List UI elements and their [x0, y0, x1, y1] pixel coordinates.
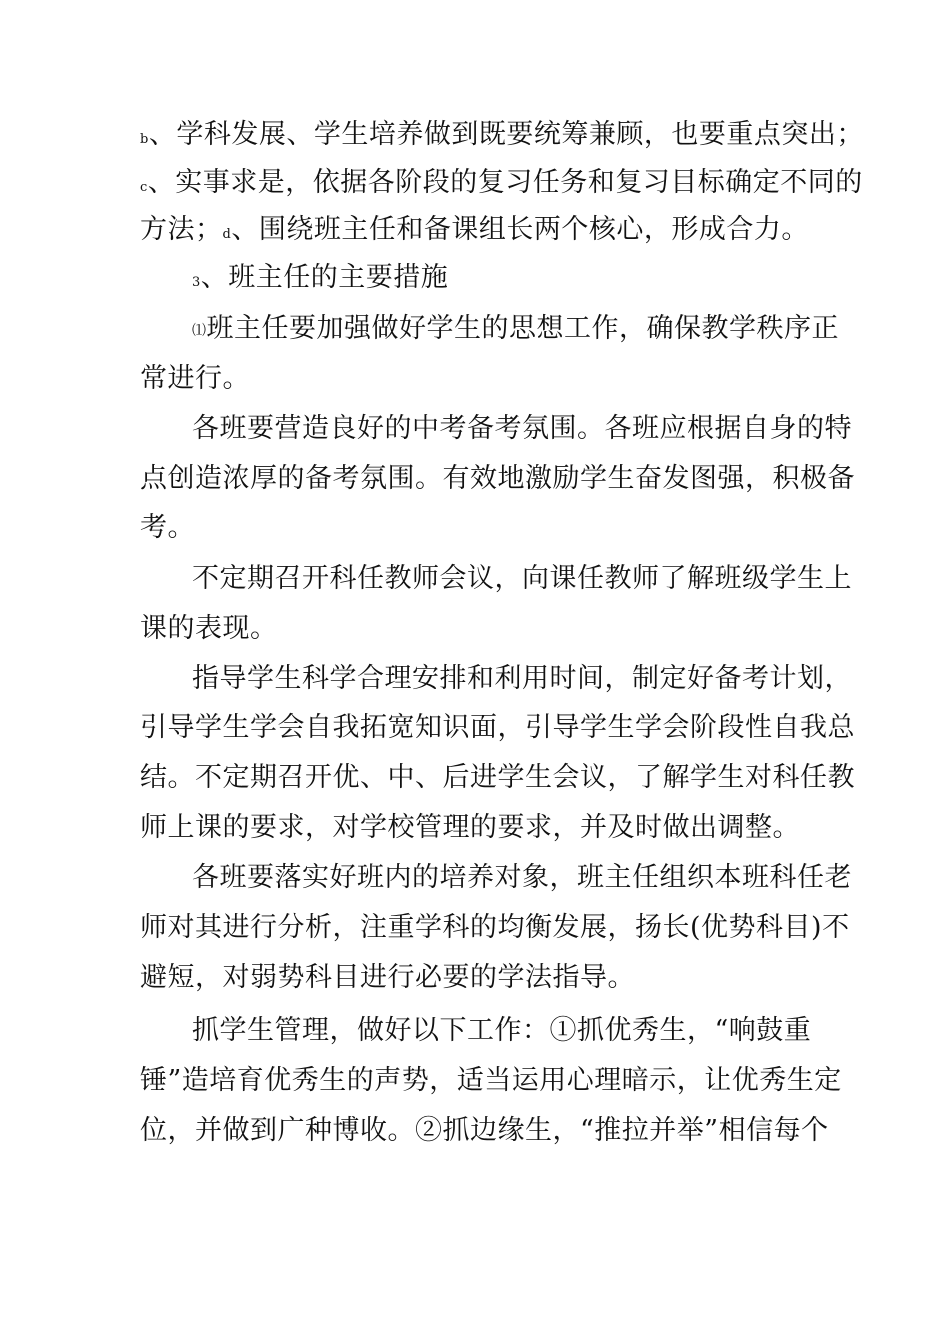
text-line: 结。不定期召开优、中、后进学生会议，了解学生对科任教 — [140, 762, 855, 793]
item-number: ⑴ — [192, 323, 207, 339]
text-line: 指导学生科学合理安排和利用时间，制定好备考计划， — [192, 663, 852, 694]
line-text: 、围绕班主任和备课组长两个核心，形成合力。 — [231, 214, 809, 245]
line-text-lead: 方法； — [140, 214, 223, 245]
line-text: 、学科发展、学生培养做到既要统筹兼顾，也要重点突出； — [148, 119, 864, 150]
text-line: 各班要落实好班内的培养对象，班主任组织本班科任老 — [192, 862, 852, 893]
text-line — [192, 312, 839, 348]
text-line: 锤”造培育优秀生的声势，适当运用心理暗示，让优秀生定 — [140, 1065, 842, 1096]
line-text: 班主任要加强做好学生的思想工作，确保教学秩序正 — [206, 313, 839, 344]
text-line: 考。 — [140, 512, 195, 543]
text-line: 各班要营造良好的中考备考氛围。各班应根据自身的特 — [192, 413, 852, 444]
list-marker: d — [222, 227, 232, 242]
text-line: 课的表现。 — [140, 613, 278, 644]
section-heading — [192, 261, 448, 300]
list-marker: b — [140, 132, 149, 147]
text-line: 常进行。 — [140, 363, 250, 394]
text-line: 抓学生管理，做好以下工作：①抓优秀生，“响鼓重 — [192, 1015, 812, 1046]
text-line: 点创造浓厚的备考氛围。有效地激励学生奋发图强，积极备 — [140, 463, 855, 494]
text-line: 师上课的要求，对学校管理的要求，并及时做出调整。 — [140, 812, 800, 843]
list-marker: c — [140, 180, 148, 195]
section-title: 、班主任的主要措施 — [200, 262, 449, 293]
text-line: 避短，对弱势科目进行必要的学法指导。 — [140, 962, 635, 993]
text-line: 位，并做到广种博收。②抓边缘生，“推拉并举”相信每个 — [140, 1115, 829, 1146]
text-line: 不定期召开科任教师会议，向课任教师了解班级学生上 — [192, 563, 852, 594]
line-text: 、实事求是，依据各阶段的复习任务和复习目标确定不同的 — [147, 167, 863, 198]
text-line — [140, 213, 809, 252]
text-line: 引导学生学会自我拓宽知识面，引导学生学会阶段性自我总 — [140, 712, 855, 743]
text-line: 师对其进行分析，注重学科的均衡发展，扬长(优势科目)不 — [140, 912, 850, 943]
text-line — [140, 166, 863, 205]
section-number: 3 — [192, 275, 201, 290]
text-line — [140, 118, 864, 157]
